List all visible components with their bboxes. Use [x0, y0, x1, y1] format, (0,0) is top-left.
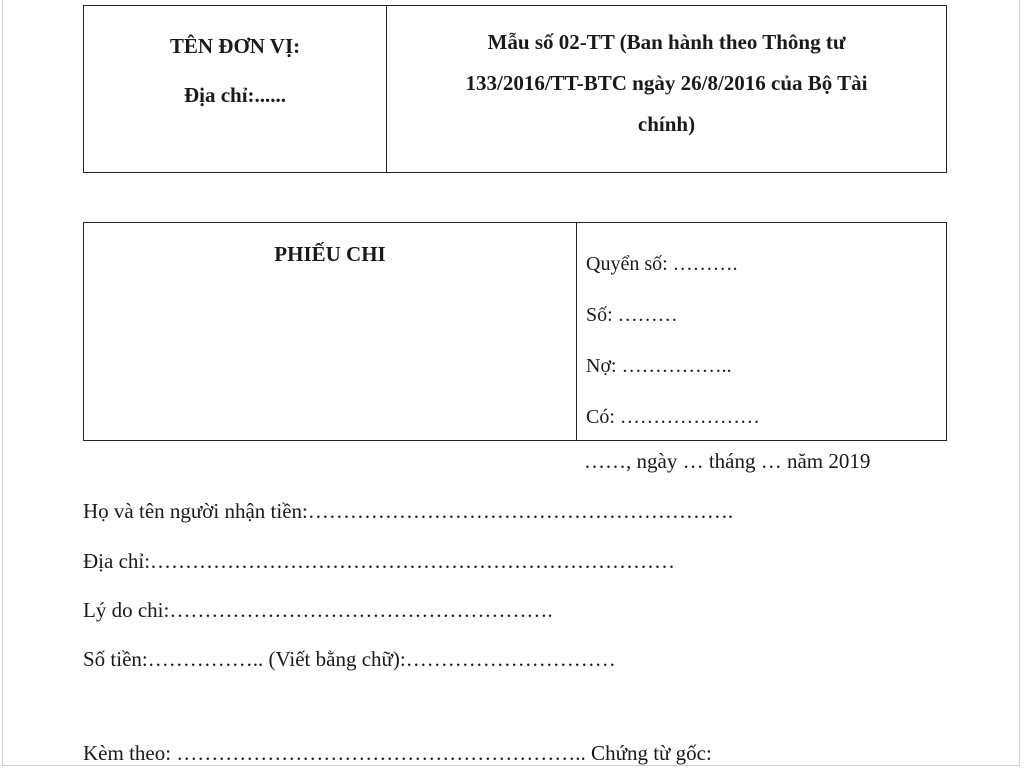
reason-field: Lý do chi:………………………………………………. [83, 598, 553, 622]
date-line: ……, ngày … tháng … năm 2019 [584, 449, 871, 473]
voucher-number: Số: ……… [586, 304, 678, 326]
voucher-table [83, 222, 947, 441]
form-line-3: chính) [637, 112, 696, 136]
header-table [83, 5, 947, 173]
unit-info-cell [84, 6, 387, 172]
credit-account: Có: ………………… [586, 406, 760, 428]
voucher-title: PHIẾU CHI [274, 242, 386, 266]
debit-account: Nợ: …………….. [586, 355, 732, 377]
form-line-1: Mẫu số 02-TT (Ban hành theo Thông tư [487, 30, 846, 54]
book-number: Quyển số: ………. [586, 253, 738, 275]
voucher-title-cell [84, 223, 577, 440]
unit-name: TÊN ĐƠN VỊ: [169, 34, 301, 58]
amount-field: Số tiền:…………….. (Viết bằng chữ):………………………… [83, 647, 616, 671]
attached-field: Kèm theo: ………………………………………………….. Chứng từ gốc: [83, 741, 712, 765]
recipient-field: Họ và tên người nhận tiền:……………………………………………………. [83, 499, 734, 523]
unit-address: Địa chỉ:...... [183, 83, 287, 107]
voucher-details-cell [577, 223, 946, 440]
address-field: Địa chỉ:………………………………………………………………… [83, 549, 676, 573]
form-info-cell [387, 6, 946, 172]
form-line-2: 133/2016/TT-BTC ngày 26/8/2016 của Bộ Tài [465, 71, 868, 95]
